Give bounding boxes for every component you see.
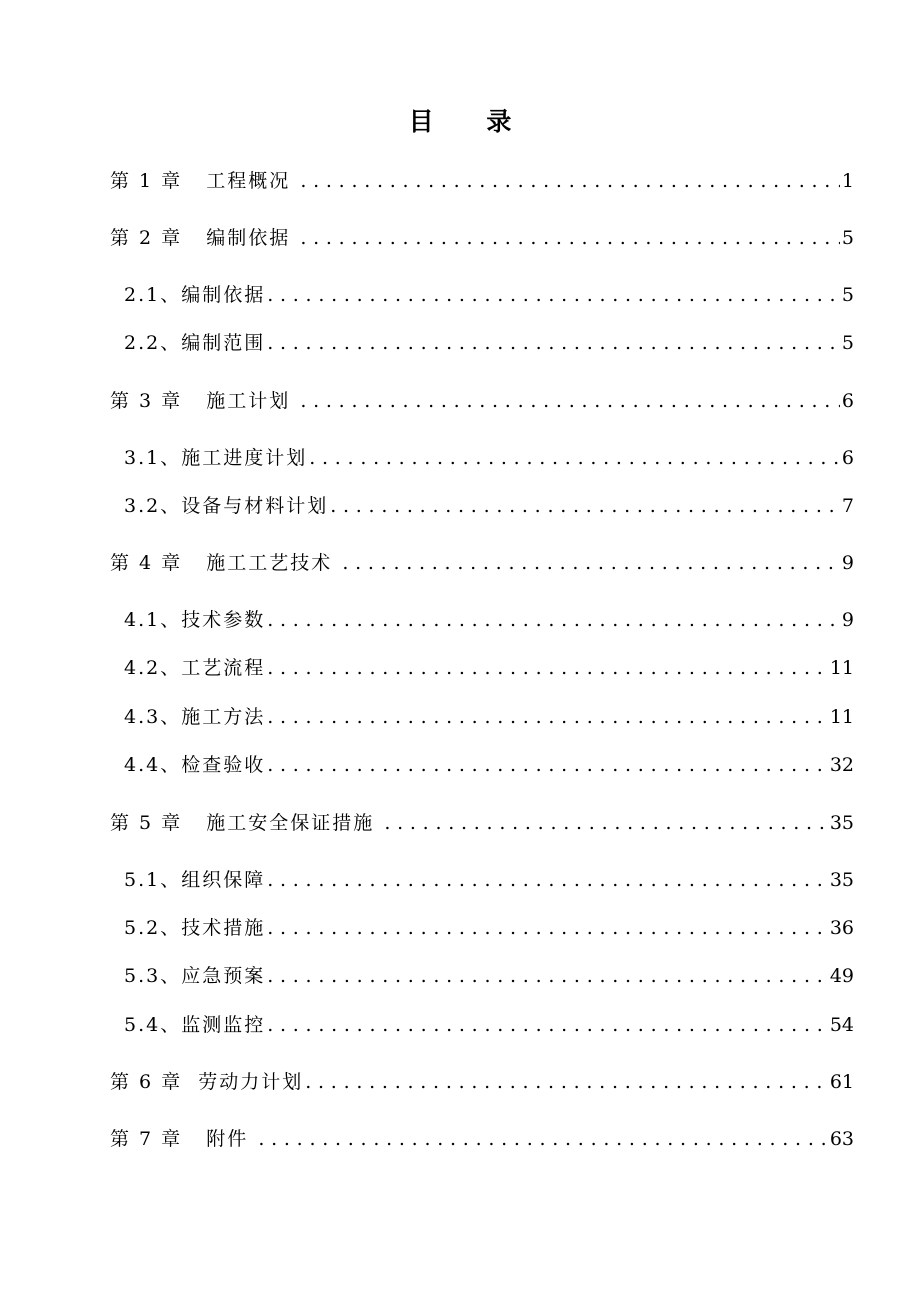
- toc-page-number: 6: [841, 390, 854, 412]
- toc-page-number: 1: [841, 170, 854, 192]
- toc-entry-chapter-2[interactable]: [110, 223, 854, 253]
- toc-entry-label: 4.2、工艺流程: [124, 657, 266, 679]
- toc-page-number: 9: [841, 609, 854, 631]
- toc-dot-leader: [267, 280, 840, 310]
- toc-page-number: 35: [829, 869, 854, 891]
- toc-entry-section-5-2[interactable]: [124, 913, 854, 943]
- toc-dot-leader: [267, 865, 828, 895]
- toc-dot-leader: [309, 443, 840, 473]
- toc-dot-leader: [300, 223, 840, 253]
- toc-entry-section-4-3[interactable]: [124, 702, 854, 732]
- toc-page-number: 5: [841, 227, 854, 249]
- toc-entry-label: 5.1、组织保障: [124, 869, 266, 891]
- toc-page-number: 11: [829, 706, 854, 728]
- toc-dot-leader: [267, 702, 828, 732]
- toc-page-number: 6: [841, 447, 854, 469]
- toc-page-number: 61: [829, 1071, 854, 1093]
- toc-entry-label: 4.4、检查验收: [124, 754, 266, 776]
- toc-dot-leader: [305, 1067, 828, 1097]
- toc-entry-chapter-3[interactable]: [110, 386, 854, 416]
- toc-entry-label: 5.4、监测监控: [124, 1014, 266, 1036]
- toc-entry-label: 第 5 章 施工安全保证措施: [110, 812, 383, 834]
- toc-page-number: 9: [841, 552, 854, 574]
- toc-page-number: 36: [829, 917, 854, 939]
- toc-entry-section-2-2[interactable]: [124, 328, 854, 358]
- toc-page-number: 5: [841, 284, 854, 306]
- toc-page-number: 49: [829, 965, 854, 987]
- toc-dot-leader: [267, 653, 828, 683]
- toc-entry-label: 第 1 章 工程概况: [110, 170, 299, 192]
- toc-entry-label: 2.1、编制依据: [124, 284, 266, 306]
- toc-entry-chapter-4[interactable]: [110, 548, 854, 578]
- toc-entry-section-5-4[interactable]: [124, 1010, 854, 1040]
- toc-entry-section-5-3[interactable]: [124, 961, 854, 991]
- toc-dot-leader: [267, 605, 840, 635]
- toc-entry-section-4-4[interactable]: [124, 750, 854, 780]
- toc-entry-label: 第 3 章 施工计划: [110, 390, 299, 412]
- toc-dot-leader: [330, 491, 840, 521]
- toc-dot-leader: [258, 1124, 827, 1154]
- toc-entry-label: 第 2 章 编制依据: [110, 227, 299, 249]
- toc-dot-leader: [267, 913, 828, 943]
- toc-dot-leader: [267, 750, 828, 780]
- toc-entry-chapter-6[interactable]: [110, 1067, 854, 1097]
- toc-entry-label: 3.1、施工进度计划: [124, 447, 308, 469]
- toc-entry-label: 第 4 章 施工工艺技术: [110, 552, 341, 574]
- toc-entry-label: 5.3、应急预案: [124, 965, 266, 987]
- toc-entry-label: 2.2、编制范围: [124, 332, 266, 354]
- toc-page-number: 35: [829, 812, 854, 834]
- toc-dot-leader: [267, 961, 828, 991]
- toc-page-number: 32: [829, 754, 854, 776]
- toc-entry-chapter-7[interactable]: [110, 1124, 854, 1154]
- toc-page-number: 54: [829, 1014, 854, 1036]
- toc-dot-leader: [300, 386, 840, 416]
- toc-dot-leader: [267, 1010, 828, 1040]
- toc-entry-chapter-5[interactable]: [110, 808, 854, 838]
- toc-dot-leader: [267, 328, 840, 358]
- toc-entry-label: 3.2、设备与材料计划: [124, 495, 329, 517]
- toc-page-number: 11: [829, 657, 854, 679]
- toc-entry-label: 第 7 章 附件: [110, 1128, 257, 1150]
- toc-entry-section-2-1[interactable]: [124, 280, 854, 310]
- toc-entry-label: 4.3、施工方法: [124, 706, 266, 728]
- toc-entry-section-4-2[interactable]: [124, 653, 854, 683]
- toc-entry-label: 5.2、技术措施: [124, 917, 266, 939]
- toc-dot-leader: [384, 808, 827, 838]
- toc-entry-label: 第 6 章 劳动力计划: [110, 1071, 304, 1093]
- toc-page-number: 5: [841, 332, 854, 354]
- toc-entry-section-4-1[interactable]: [124, 605, 854, 635]
- toc-entry-label: 4.1、技术参数: [124, 609, 266, 631]
- toc-title: 目 录: [408, 107, 534, 136]
- toc-dot-leader: [342, 548, 840, 578]
- toc-page-number: 7: [841, 495, 854, 517]
- toc-dot-leader: [300, 166, 840, 196]
- toc-entry-section-3-2[interactable]: [124, 491, 854, 521]
- toc-entry-section-3-1[interactable]: [124, 443, 854, 473]
- toc-entry-section-5-1[interactable]: [124, 865, 854, 895]
- toc-page-number: 63: [829, 1128, 854, 1150]
- toc-entry-chapter-1[interactable]: [110, 166, 854, 196]
